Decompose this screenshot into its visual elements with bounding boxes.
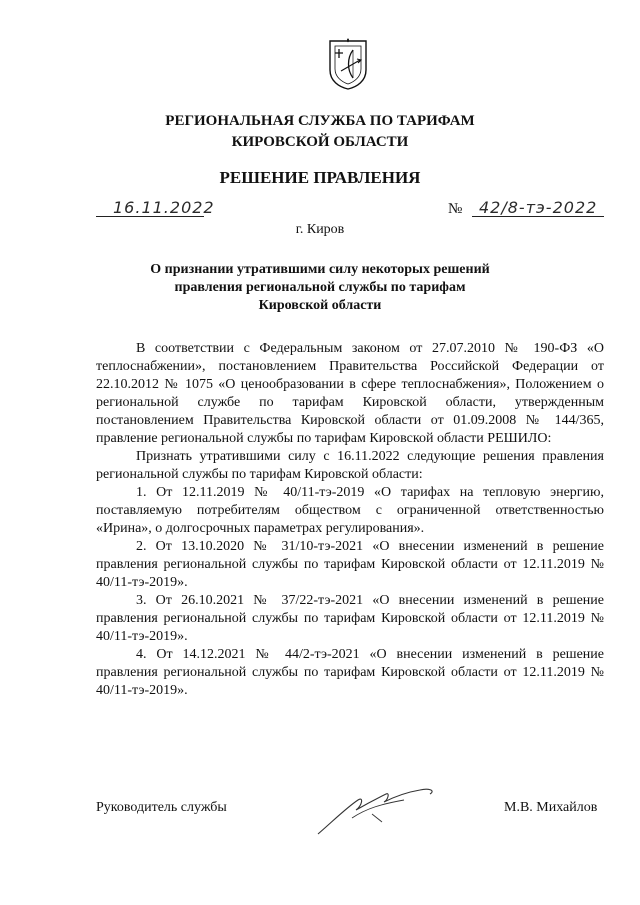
number-underline — [472, 216, 604, 217]
list-item: 3. От 26.10.2021 № 37/22-тэ-2021 «О внесении изменений в решение правления региональной службы по тарифам Кировской области от 12.11.2019 № 40/11-тэ-2019». — [96, 593, 604, 644]
handwritten-signature — [312, 778, 462, 840]
organization-line-2: КИРОВСКОЙ ОБЛАСТИ — [231, 134, 409, 150]
signatory-name: М.В. Михайлов — [504, 800, 598, 815]
organization-name — [0, 111, 640, 153]
revoked-decisions-list — [96, 484, 604, 700]
coat-of-arms-icon — [327, 38, 369, 90]
document-number: 42/8-тэ-2022 — [479, 198, 598, 217]
date-underline — [96, 216, 204, 217]
organization-line-1: РЕГИОНАЛЬНАЯ СЛУЖБА ПО ТАРИФАМ — [165, 113, 475, 129]
document-body — [96, 340, 604, 700]
preamble-paragraph: В соответствии с Федеральным законом от 27.07.2010 № 190-ФЗ «О теплоснабжении», постановлением Правительства Российской Федерации от 22.10.2012 № 1075 «О ценообразовании в сфере теплоснабжения», Положением о региональной службе по тарифам Кировской области, утвержденным постановлением Правительства Кировской области от 01.09.2008 № 144/365, правление региональной службы по тарифам Кировской области РЕШИЛО: — [96, 341, 604, 446]
number-sign: № — [448, 201, 463, 217]
signatory-title: Руководитель службы — [96, 800, 227, 815]
decision-intro-paragraph: Признать утратившими силу с 16.11.2022 следующие решения правления региональной службы по тарифам Кировской области: — [96, 449, 604, 482]
list-item: 1. От 12.11.2019 № 40/11-тэ-2019 «О тарифах на тепловую энергию, поставляемую потребителям обществом с ограниченной ответственностью «Ирина», о долгосрочных параметрах регулирования». — [96, 485, 604, 536]
list-item: 4. От 14.12.2021 № 44/2-тэ-2021 «О внесении изменений в решение правления региональной службы по тарифам Кировской области от 12.11.2019 № 40/11-тэ-2019». — [96, 647, 604, 698]
document-type: РЕШЕНИЕ ПРАВЛЕНИЯ — [219, 168, 421, 187]
list-item: 2. От 13.10.2020 № 31/10-тэ-2021 «О внесении изменений в решение правления региональной службы по тарифам Кировской области от 12.11.2019 № 40/11-тэ-2019». — [96, 539, 604, 590]
document-subject: О признании утратившими силу некоторых решений правления региональной службы по тарифам Кировской области — [150, 262, 490, 313]
document-date: 16.11.2022 — [113, 198, 215, 217]
city: г. Киров — [295, 222, 345, 237]
